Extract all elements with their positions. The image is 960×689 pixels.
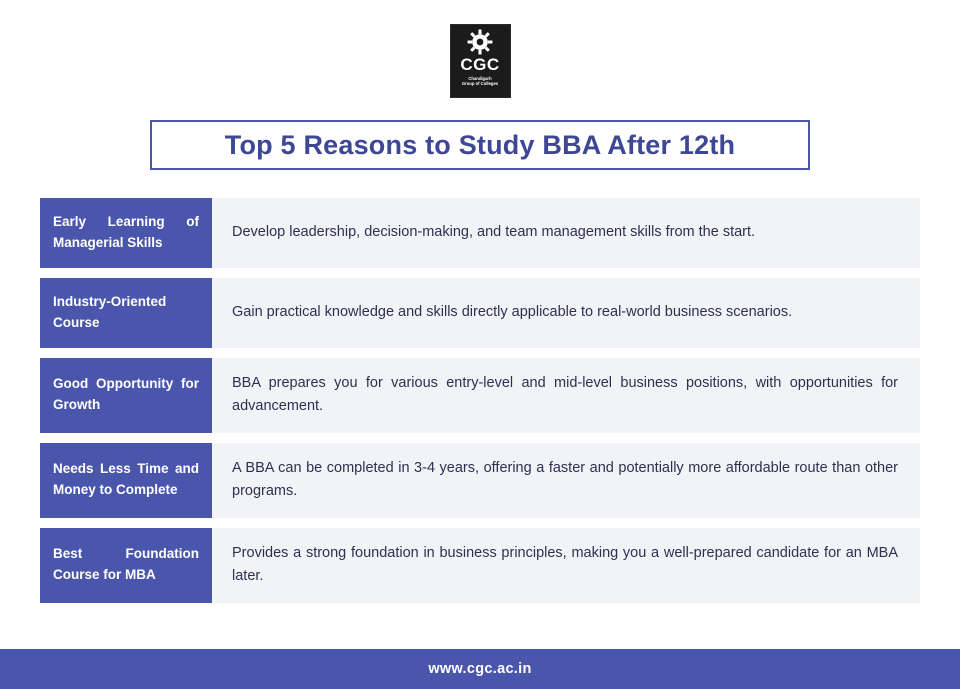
gear-icon: [467, 29, 493, 55]
reason-description-text: Gain practical knowledge and skills directly applicable to real-world business scenarios.: [232, 304, 793, 321]
list-item: [40, 278, 920, 348]
reason-description: [212, 358, 920, 433]
footer-bar: [0, 649, 960, 689]
cgc-logo: [450, 24, 511, 98]
list-item: [40, 443, 920, 518]
logo-container: [0, 0, 960, 98]
page-title: Top 5 Reasons to Study BBA After 12th: [224, 129, 736, 160]
footer-website[interactable]: www.cgc.ac.in: [428, 661, 532, 677]
reason-label-text: Good Opportunity for Growth: [53, 376, 199, 413]
reason-label-text: Early Learning of Managerial Skills: [53, 214, 199, 250]
reason-description-text: Provides a strong foundation in business principles, making you a well-prepared candidate for an MBA later.: [232, 544, 898, 585]
reason-label: [40, 358, 212, 433]
reason-description-text: BBA prepares you for various entry-level and mid-level business positions, with opportunities for advancement.: [232, 374, 898, 415]
reason-label-text: Best Foundation Course for MBA: [53, 546, 199, 583]
page-title-box: [150, 120, 810, 170]
reason-description: [212, 528, 920, 603]
list-item: [40, 358, 920, 433]
reason-label: [40, 528, 212, 603]
reason-description-text: A BBA can be completed in 3-4 years, offering a faster and potentially more affordable route than other programs.: [232, 459, 898, 500]
logo-subtitle-line2: Group of Colleges: [461, 81, 499, 87]
logo-subtitle-line1: Chandigarh: [468, 76, 492, 81]
logo-subtitle: [462, 76, 498, 87]
reason-label-text: Needs Less Time and Money to Complete: [53, 461, 199, 498]
reason-label: [40, 278, 212, 348]
reason-description: [212, 198, 920, 268]
logo-initials: CGC: [460, 55, 500, 74]
reason-description: [212, 278, 920, 348]
reason-description-text: Develop leadership, decision-making, and team management skills from the start.: [232, 224, 756, 241]
list-item: [40, 198, 920, 268]
list-item: [40, 528, 920, 603]
reason-label: [40, 443, 212, 518]
reasons-list: [0, 198, 960, 603]
reason-label-text: Industry-Oriented Course: [53, 293, 167, 330]
reason-label: [40, 198, 212, 268]
reason-description: [212, 443, 920, 518]
